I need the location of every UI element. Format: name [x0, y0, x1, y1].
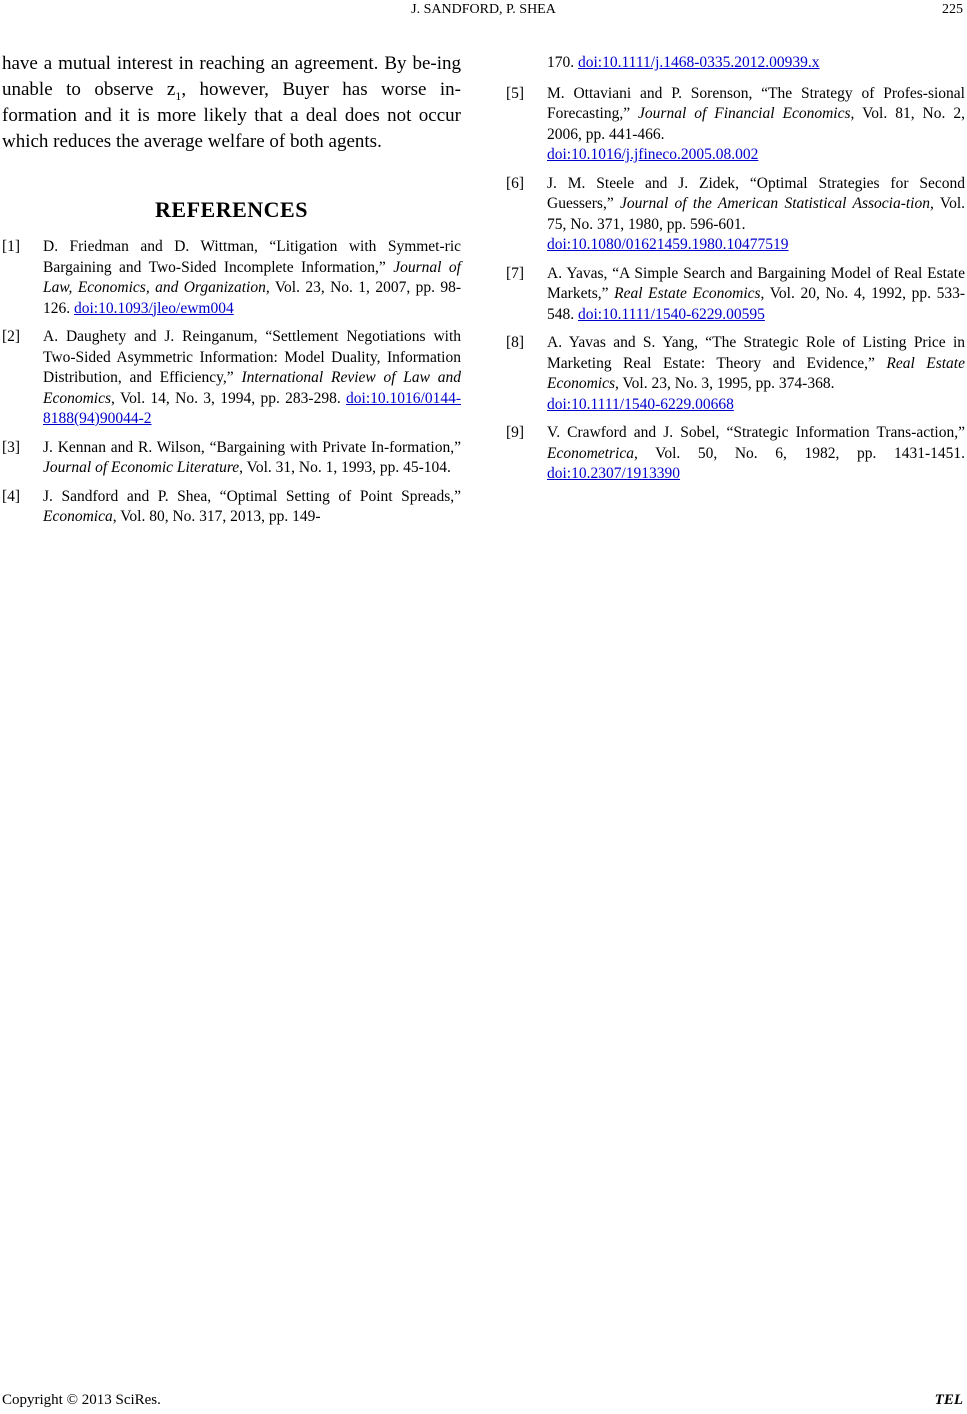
- reference-journal: Real Estate Economics: [614, 285, 761, 302]
- paragraph-text: have a mutual interest in reaching an agreement. By be-ing unable to observe z: [2, 53, 461, 100]
- left-column: [2, 51, 461, 536]
- reference-text: 170.: [547, 54, 578, 71]
- reference-text: , Vol. 50, No. 6, 1982, pp. 1431-1451.: [633, 444, 965, 462]
- doi-link[interactable]: doi:10.1111/1540-6229.00595: [578, 305, 765, 323]
- doi-link[interactable]: doi:10.1016/j.jfineco.2005.08.002: [547, 146, 759, 163]
- reference-text: , Vol. 20, No. 4, 1992, pp. 533-548.: [547, 285, 965, 323]
- reference-text: A. Yavas and S. Yang, “The Strategic Role of Listing Price in Marketing Real Estate: Theory and Evidence,”: [547, 334, 965, 372]
- page-number: 225: [942, 2, 963, 17]
- reference-item: [2, 327, 461, 430]
- reference-item: [506, 84, 965, 166]
- copyright-notice: Copyright © 2013 SciRes.: [2, 1392, 161, 1408]
- reference-item: [506, 174, 965, 256]
- reference-item: [2, 487, 461, 528]
- reference-number: [2]: [2, 328, 21, 345]
- reference-text: A. Yavas, “A Simple Search and Bargaining Model of Real Estate Markets,”: [547, 264, 965, 302]
- reference-text: A. Daughety and J. Reinganum, “Settlement Negotiations with Two-Sided Asymmetric Information: Model Duality, Information Distribution, and Efficiency,”: [43, 328, 461, 386]
- running-header-authors: J. SANDFORD, P. SHEA: [411, 2, 556, 17]
- references-heading: REFERENCES: [155, 197, 308, 222]
- reference-text: , Vol. 80, No. 317, 2013, pp. 149-: [112, 508, 321, 525]
- reference-text: , Vol. 23, No. 1, 2007, pp. 98-126.: [43, 279, 462, 317]
- reference-text: J. M. Steele and J. Zidek, “Optimal Strategies for Second Guessers,”: [547, 174, 965, 212]
- reference-item: [506, 423, 965, 485]
- reference-text: M. Ottaviani and P. Sorenson, “The Strategy of Profes-sional Forecasting,”: [547, 84, 965, 122]
- references-list-right: [506, 84, 965, 485]
- reference-journal: Journal of Financial Economics: [638, 105, 851, 122]
- reference-journal: Journal of Economic Literature: [43, 459, 240, 476]
- reference-journal: International Review of Law and Economics: [43, 369, 461, 407]
- reference-text: , Vol. 81, No. 2, 2006, pp. 441-466.: [547, 105, 965, 143]
- reference-text: J. Kennan and R. Wilson, “Bargaining with Private In-formation,”: [43, 438, 461, 456]
- doi-link[interactable]: doi:10.1016/0144-8188(94)90044-2: [43, 389, 461, 427]
- reference-text: J. Sandford and P. Shea, “Optimal Setting of Point Spreads,”: [43, 487, 461, 505]
- right-column: [506, 51, 965, 493]
- reference-text: , Vol. 31, No. 1, 1993, pp. 45-104.: [239, 459, 451, 476]
- reference-journal: Journal of the American Statistical Associa-tion: [620, 195, 930, 212]
- reference-number: [4]: [2, 487, 21, 505]
- running-header: [0, 2, 967, 22]
- doi-link[interactable]: doi:10.1111/j.1468-0335.2012.00939.x: [578, 54, 820, 71]
- reference-text: D. Friedman and D. Wittman, “Litigation with Symmet-ric Bargaining and Two-Sided Incomplete Information,”: [43, 238, 461, 276]
- reference-number: [9]: [506, 424, 525, 441]
- reference-number: [6]: [506, 174, 525, 192]
- reference-journal: Econometrica: [547, 444, 634, 462]
- doi-link[interactable]: doi:10.1111/1540-6229.00668: [547, 395, 734, 413]
- doi-link[interactable]: doi:10.1093/jleo/ewm004: [74, 299, 234, 317]
- reference-journal: Journal of Law, Economics, and Organization: [43, 258, 461, 296]
- reference-item: [2, 237, 461, 319]
- conclusion-paragraph: [2, 51, 461, 155]
- reference-number: [5]: [506, 84, 525, 102]
- reference-number: [8]: [506, 334, 525, 351]
- reference-item: [506, 333, 965, 415]
- reference-number: [3]: [2, 438, 21, 456]
- reference-journal: Real Estate Economics: [547, 354, 965, 392]
- subscript: 1: [175, 88, 182, 103]
- reference-text: , Vol. 23, No. 3, 1995, pp. 374-368.: [615, 375, 835, 392]
- reference-journal: Economica: [43, 508, 113, 525]
- reference-item: [2, 438, 461, 479]
- reference-continuation: [506, 53, 965, 74]
- reference-text: , Vol. 14, No. 3, 1994, pp. 283-298.: [111, 389, 347, 407]
- doi-link[interactable]: doi:10.2307/1913390: [547, 465, 681, 482]
- reference-number: [1]: [2, 238, 21, 255]
- reference-text: V. Crawford and J. Sobel, “Strategic Information Trans-action,”: [547, 424, 965, 441]
- reference-number: [7]: [506, 264, 525, 282]
- journal-abbreviation: TEL: [934, 1392, 963, 1408]
- paragraph-text: , however, Buyer has worse in-formation and it is more likely that a deal does not occur which reduces the average welfare of both agents.: [2, 79, 461, 152]
- references-list-left: [2, 237, 461, 528]
- doi-link[interactable]: doi:10.1080/01621459.1980.10477519: [547, 236, 789, 253]
- reference-item: [506, 264, 965, 326]
- page-footer: [0, 1392, 967, 1412]
- reference-text: , Vol. 75, No. 371, 1980, pp. 596-601.: [547, 195, 965, 233]
